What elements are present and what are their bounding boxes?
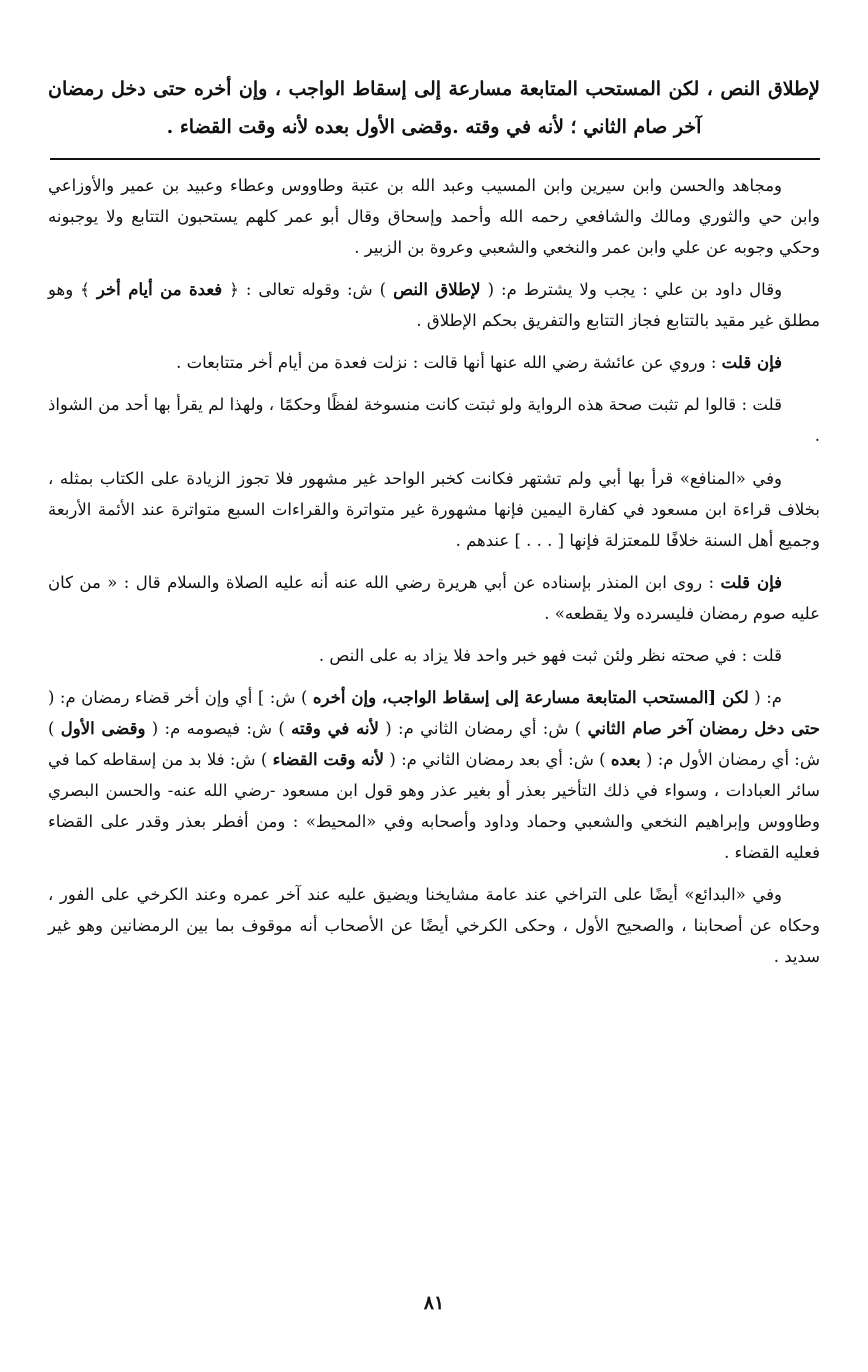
paragraph-text: ) ش: وقوله تعالى : ﴿ (229, 280, 387, 299)
question-label: فإن قلت (720, 573, 783, 592)
matn-quote: لكن [المستحب المتابعة مسارعة إلى إسقاط الواجب، وإن أخره (312, 688, 749, 707)
commentary (48, 170, 820, 983)
quran-quote: فعدة من أيام أخر (96, 280, 223, 299)
commentary-paragraph: قلت : في صحته نظر ولئن ثبت فهو خبر واحد فلا يزاد به على النص . (318, 646, 782, 665)
commentary-paragraph (48, 567, 820, 629)
matn-text: لإطلاق النص ، لكن المستحب المتابعة مسارعة إلى إسقاط الواجب ، وإن أخره حتى دخل رمضان آخر صام الثاني ؛ لأنه في وقته .وقضى الأول بعده لأنه وقت القضاء . (48, 78, 820, 138)
paragraph-text: : روى ابن المنذر بإسناده عن أبي هريرة رضي الله عنه أنه عليه الصلاة والسلام قال : « من كان عليه صوم رمضان فليسرده ولا يقطعه» . (48, 573, 820, 623)
paragraph-text: ) ش: فيصومه م: ( (151, 719, 285, 738)
paragraph-text: وقال داود بن علي : يجب ولا يشترط م: ( (487, 280, 783, 299)
commentary-paragraph (48, 682, 820, 868)
commentary-paragraph: وفي «البدائع» أيضًا على التراخي عند عامة مشايخنا ويضيق عليه عند آخر عمره وعند الكرخي على الفور ، وحكاه عن أصحابنا ، والصحيح الأول ، وحكى الكرخي أيضًا عن الأصحاب أنه موقوف بما بين الرمضانين وهو غير سديد . (48, 885, 820, 966)
paragraph-text: ﴾ وهو مطلق غير مقيد بالتتابع فجاز التتابع والتفريق بحكم الإطلاق . (48, 280, 820, 330)
matn-quote: لأنه وقت القضاء (272, 750, 385, 769)
page-number: ٨١ (423, 1292, 445, 1314)
commentary-paragraph: قلت : قالوا لم تثبت صحة هذه الرواية ولو ثبتت كانت منسوخة لفظًا وحكمًا ، ولهذا لم يقرأ بها أحد من الشواذ . (48, 395, 820, 445)
matn-quote: حتى دخل رمضان آخر صام الثاني (587, 719, 821, 738)
commentary-paragraph: ومجاهد والحسن وابن سيرين وابن المسيب وعبد الله بن عتبة وطاووس وعطاء وعبيد بن عمير والأوزاعي وابن حي والثوري ومالك والشافعي رحمه الله وأحمد وإسحاق وقال أبو عمر كلهم يستحبون التتابع ولا يوجبونه وحكي وجوبه عن علي وابن عمر والنخعي والشعبي وعروة بن الزبير . (48, 176, 820, 257)
paragraph-text: ) ش: ] أي وإن أخر قضاء رمضان م: ( (48, 688, 308, 707)
matn-quote: لأنه في وقته (291, 719, 379, 738)
matn-quote: بعده (610, 750, 641, 769)
paragraph-text: ) ش: أي بعد رمضان الثاني م: ( (389, 750, 606, 769)
commentary-paragraph (48, 347, 820, 378)
commentary-paragraph: وفي «المنافع» قرأ بها أبي ولم تشتهر فكانت كخبر الواحد غير مشهور فلا تجوز الزيادة على الكتاب بمثله ، بخلاف قراءة ابن مسعود في كفارة اليمين فإنها مشهورة غير متواترة والقراءات السبع متواترة عند الأئمة الأربعة وجميع أهل السنة خلافًا للمعتزلة فإنها [ . . . ] عندهم . (48, 469, 820, 550)
paragraph-text: ) ش: أي رمضان الأول م: ( (48, 719, 820, 769)
matn-quote: وقضى الأول (60, 719, 146, 738)
paragraph-text: م: ( (754, 688, 782, 707)
paragraph-text: ) ش: أي رمضان الثاني م: ( (385, 719, 582, 738)
separator-line (50, 158, 820, 160)
paragraph-text: : وروي عن عائشة رضي الله عنها أنها قالت : نزلت فعدة من أيام أخر متتابعات . (176, 353, 717, 372)
matn-quote: لإطلاق النص (393, 280, 481, 299)
commentary-paragraph (48, 274, 820, 336)
question-label: فإن قلت (721, 353, 782, 372)
paragraph-text: ) ش: فلا بد من إسقاطه كما في سائر العبادات ، وسواء في ذلك التأخير بعذر أو بغير عذر وهو قول ابن مسعود -رضي الله عنه- والحسن البصري وطاووس وإبراهيم النخعي والشعبي وحماد وداود وأصحابه وفي «المحيط» : ومن أفطر بعذر وقدر على القضاء فعليه القضاء . (48, 750, 820, 862)
